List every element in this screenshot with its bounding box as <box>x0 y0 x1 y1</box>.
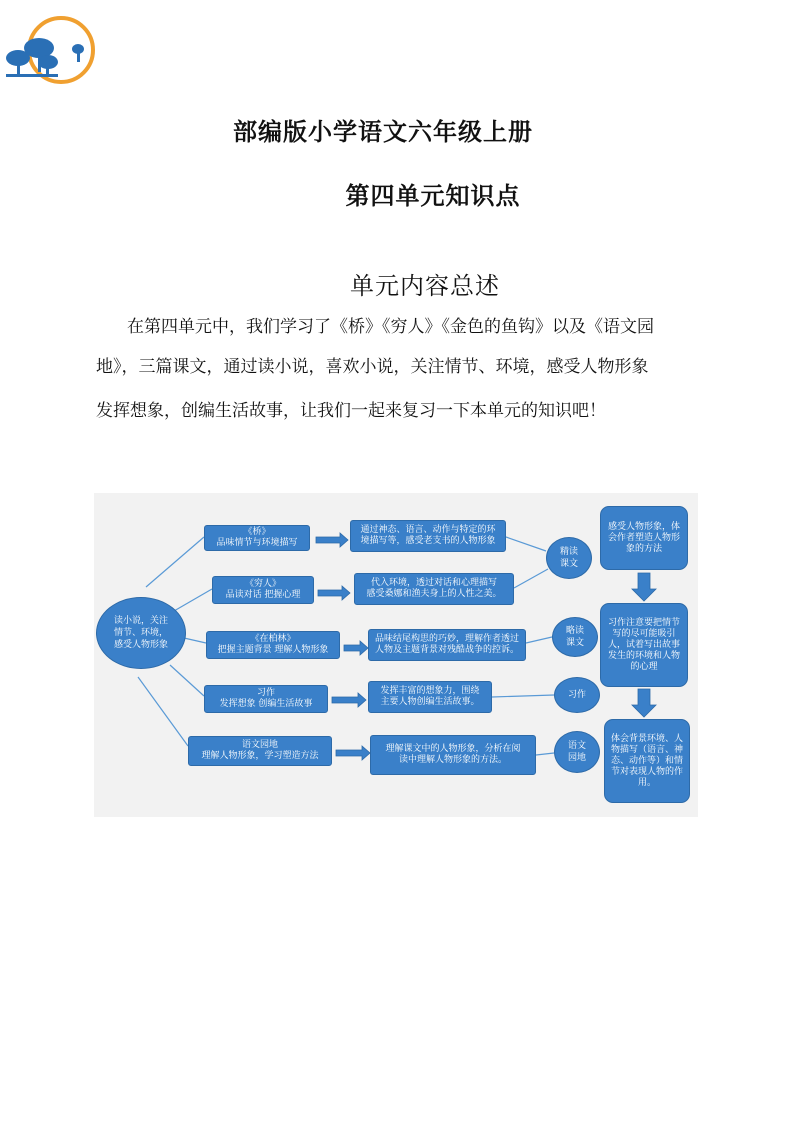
goal-node-2 <box>600 603 688 687</box>
detail-node-yuwenyuandi <box>370 735 536 775</box>
center-topic-line3: 感受人物形象 <box>113 640 168 650</box>
center-topic-line1: 读小说，关注 <box>113 616 168 626</box>
category-node-xizuo <box>554 677 600 713</box>
detail-line1: 理解课文中的人物形象，分析在阅 <box>385 744 521 754</box>
detail-line2: 感受桑娜和渔夫身上的人性之美。 <box>366 589 502 599</box>
detail-line1: 发挥丰富的想象力，围绕 <box>380 686 480 696</box>
lesson-title: 习作 <box>256 688 275 698</box>
detail-node-qiongren <box>354 573 514 605</box>
category-node-yuwenyuandi <box>554 731 600 773</box>
center-topic-node <box>96 597 186 669</box>
detail-line1: 品味结尾构思的巧妙，理解作者透过 <box>374 634 519 644</box>
knowledge-mind-map <box>94 493 698 817</box>
goal-node-3 <box>604 719 690 803</box>
category-line1: 语文 <box>567 741 586 751</box>
lesson-subtitle: 品味情节与环境描写 <box>216 538 298 548</box>
detail-line2: 人物及主题背景对残酷战争的控诉。 <box>374 645 519 655</box>
category-line2: 园地 <box>567 753 586 763</box>
detail-line2: 主要人物创编生活故事。 <box>380 697 480 707</box>
document-title-line1: 部编版小学语文六年级上册 <box>233 118 533 146</box>
category-node-jingdu <box>546 537 592 579</box>
center-topic-line2: 情节、环境， <box>113 628 168 638</box>
category-line2: 课文 <box>559 559 578 569</box>
category-node-luedu <box>552 617 598 657</box>
document-title-line2: 第四单元知识点 <box>345 182 521 210</box>
detail-line1: 代入环境，透过对话和心理描写 <box>370 578 497 588</box>
detail-line1: 通过神态、语言、动作与特定的环 <box>360 525 496 535</box>
lesson-subtitle: 把握主题背景 理解人物形象 <box>217 645 329 655</box>
lesson-title: 语文园地 <box>241 740 278 750</box>
logo-trees-circle-icon <box>4 12 96 88</box>
category-line1: 略读 <box>565 626 584 636</box>
lesson-title: 《穷人》 <box>244 579 281 589</box>
goal-text: 体会背景环境、人物描写（语言、神态、动作等）和情节对表现人物的作用。 <box>610 733 683 788</box>
detail-line2: 读中理解人物形象的方法。 <box>398 755 507 765</box>
lesson-subtitle: 品读对话 把握心理 <box>225 590 301 600</box>
lesson-title: 《在柏林》 <box>250 634 296 644</box>
lesson-node-yuwenyuandi <box>188 736 332 766</box>
detail-line2: 境描写等，感受老支书的人物形象 <box>360 536 496 546</box>
detail-node-zaibolin <box>368 629 526 661</box>
lesson-title: 《桥》 <box>243 527 271 537</box>
category-line1: 习作 <box>567 690 586 700</box>
lesson-node-qiongren <box>212 576 314 604</box>
section-heading: 单元内容总述 <box>350 272 500 300</box>
goal-node-1 <box>600 506 688 570</box>
goal-text: 感受人物形象，体会作者塑造人物形象的方法 <box>607 521 680 554</box>
summary-paragraph-line2: 地》，三篇课文，通过读小说，喜欢小说，关注情节、环境，感受人物形象 <box>96 357 649 377</box>
category-line2: 课文 <box>565 638 584 648</box>
lesson-node-zaibolin <box>206 631 340 659</box>
summary-paragraph-line3: 发挥想象，创编生活故事，让我们一起来复习一下本单元的知识吧！ <box>96 401 606 421</box>
lesson-node-xizuo <box>204 685 328 713</box>
goal-text: 习作注意要把情节写的尽可能吸引人，试着写出故事发生的环境和人物的心理 <box>607 617 680 672</box>
summary-paragraph-line1: 在第四单元中，我们学习了《桥》《穷人》《金色的鱼钩》以及《语文园 <box>127 317 654 337</box>
lesson-subtitle: 发挥想象 创编生活故事 <box>219 699 313 709</box>
detail-node-qiao <box>350 520 506 552</box>
lesson-node-qiao <box>204 525 310 551</box>
detail-node-xizuo <box>368 681 492 713</box>
category-line1: 精读 <box>559 547 578 557</box>
lesson-subtitle: 理解人物形象，学习塑造方法 <box>201 751 319 761</box>
